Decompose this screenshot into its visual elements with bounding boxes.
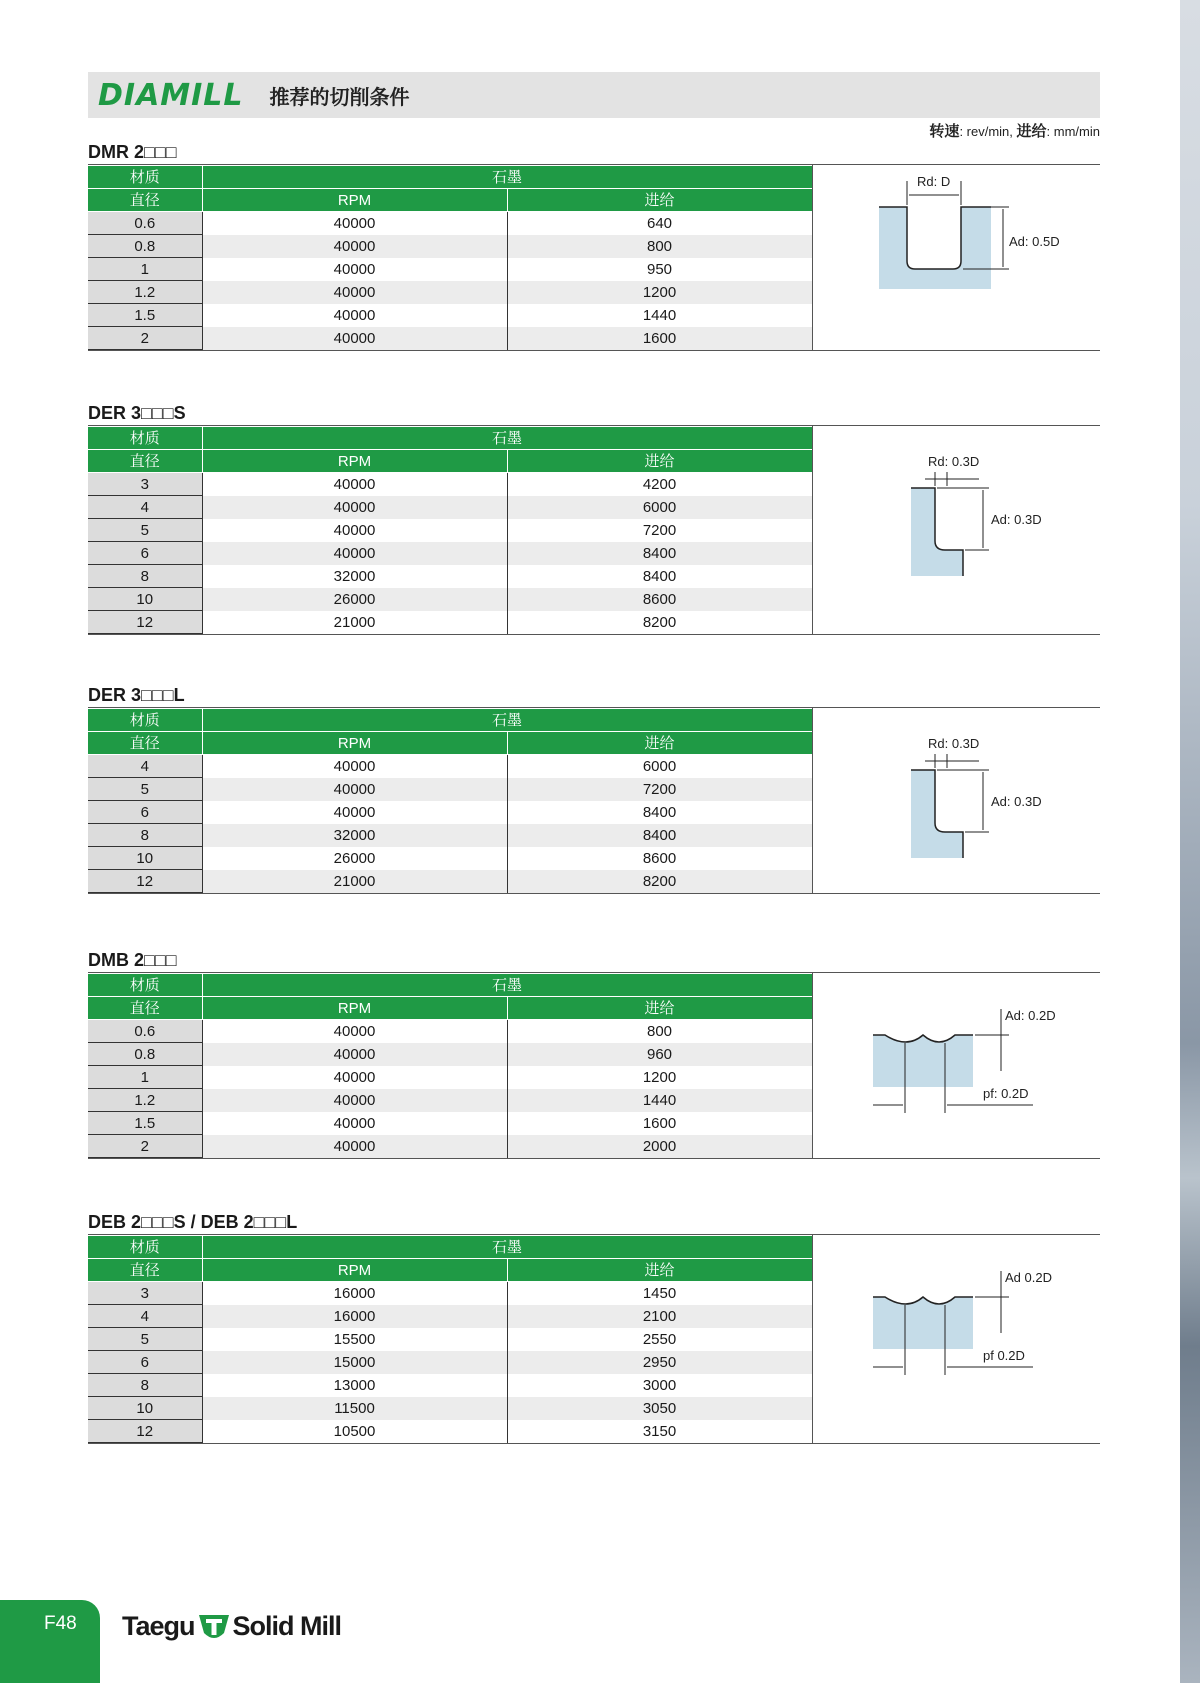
cutting-conditions-section [88, 948, 1100, 1159]
table-row [88, 778, 812, 801]
rpm-cell: 40000 [202, 1066, 507, 1089]
conditions-table [88, 973, 813, 1158]
conditions-table [88, 165, 813, 350]
diameter-cell: 0.6 [88, 212, 202, 235]
table-row [88, 496, 812, 519]
header-material-value: 石墨 [202, 1236, 812, 1259]
header-rpm: RPM [202, 1259, 507, 1282]
rpm-cell: 16000 [202, 1282, 507, 1305]
diameter-cell: 1.2 [88, 281, 202, 304]
cutting-diagram-graphic [813, 426, 1101, 624]
feed-cell: 8400 [507, 824, 812, 847]
rpm-cell: 40000 [202, 778, 507, 801]
diameter-cell: 12 [88, 611, 202, 634]
section-title: DMB 2□□□ [88, 950, 177, 970]
feed-cell: 800 [507, 235, 812, 258]
table-row [88, 281, 812, 304]
rpm-cell: 40000 [202, 519, 507, 542]
diagram-label: Ad: 0.2D [1005, 1008, 1056, 1023]
diameter-cell: 6 [88, 1351, 202, 1374]
header-rpm: RPM [202, 450, 507, 473]
rpm-cell: 40000 [202, 496, 507, 519]
header-diameter: 直径 [88, 997, 202, 1020]
diagram-label: Ad: 0.3D [991, 512, 1042, 527]
speed-label: 转速 [929, 123, 960, 140]
conditions-table [88, 708, 813, 893]
feed-label: 进给 [1016, 123, 1047, 140]
diamill-logo: DIAMILL [98, 77, 244, 113]
diameter-cell: 3 [88, 1282, 202, 1305]
taegu-solid-mill-logo [122, 1606, 341, 1646]
diameter-cell: 10 [88, 1397, 202, 1420]
diameter-cell: 6 [88, 542, 202, 565]
rpm-cell: 40000 [202, 258, 507, 281]
header-material-value: 石墨 [202, 974, 812, 997]
rpm-cell: 40000 [202, 304, 507, 327]
cutting-diagram [812, 1235, 1100, 1443]
workpiece-shape [873, 1297, 973, 1349]
rpm-cell: 40000 [202, 1043, 507, 1066]
workpiece-shape [911, 770, 963, 858]
rpm-cell: 40000 [202, 1135, 507, 1158]
rpm-cell: 32000 [202, 824, 507, 847]
section-body [88, 425, 1100, 635]
table-row [88, 755, 812, 778]
header-diameter: 直径 [88, 1259, 202, 1282]
feed-cell: 6000 [507, 496, 812, 519]
table-row [88, 1135, 812, 1158]
workpiece-shape [873, 1035, 973, 1087]
header-diameter: 直径 [88, 189, 202, 212]
rpm-cell: 40000 [202, 1020, 507, 1043]
section-title: DEB 2□□□S / DEB 2□□□L [88, 1212, 298, 1232]
header-material: 材质 [88, 166, 202, 189]
cutting-diagram [812, 165, 1100, 350]
table-row [88, 327, 812, 350]
feed-cell: 950 [507, 258, 812, 281]
diagram-label: Ad: 0.5D [1009, 234, 1060, 249]
section-body [88, 164, 1100, 351]
diameter-cell: 5 [88, 1328, 202, 1351]
cutting-diagram [812, 973, 1100, 1158]
diameter-cell: 12 [88, 870, 202, 893]
table-row [88, 1089, 812, 1112]
diameter-cell: 0.8 [88, 235, 202, 258]
diameter-cell: 1 [88, 1066, 202, 1089]
table-row [88, 304, 812, 327]
table-row [88, 870, 812, 893]
conditions-table [88, 1235, 813, 1443]
header-feed: 进给 [507, 1259, 812, 1282]
header-diameter: 直径 [88, 450, 202, 473]
table-row [88, 1043, 812, 1066]
diagram-label: Rd: D [917, 174, 951, 189]
table-row [88, 473, 812, 496]
feed-cell: 960 [507, 1043, 812, 1066]
feed-cell: 8400 [507, 565, 812, 588]
feed-cell: 8200 [507, 611, 812, 634]
section-body [88, 707, 1100, 894]
diameter-cell: 6 [88, 801, 202, 824]
feed-cell: 8400 [507, 801, 812, 824]
feed-cell: 1200 [507, 1066, 812, 1089]
cutting-conditions-section [88, 140, 1100, 351]
workpiece-shape [879, 207, 991, 289]
table-row [88, 847, 812, 870]
feed-cell: 640 [507, 212, 812, 235]
rpm-cell: 40000 [202, 1112, 507, 1135]
table-row [88, 565, 812, 588]
section-title: DMR 2□□□ [88, 142, 177, 162]
diameter-cell: 1.5 [88, 304, 202, 327]
rpm-cell: 40000 [202, 235, 507, 258]
table-row [88, 1420, 812, 1443]
units-note [929, 120, 1100, 141]
feed-cell: 7200 [507, 519, 812, 542]
rpm-cell: 40000 [202, 281, 507, 304]
header-feed: 进给 [507, 189, 812, 212]
table-row [88, 1374, 812, 1397]
cutting-diagram-graphic [813, 165, 1101, 341]
table-row [88, 1066, 812, 1089]
diameter-cell: 10 [88, 588, 202, 611]
header-material-value: 石墨 [202, 166, 812, 189]
table-row [88, 801, 812, 824]
diameter-cell: 0.8 [88, 1043, 202, 1066]
table-row [88, 1282, 812, 1305]
cutting-conditions-section [88, 1210, 1100, 1444]
workpiece-shape [911, 488, 963, 576]
section-title: DER 3□□□S [88, 403, 186, 423]
diameter-cell: 8 [88, 565, 202, 588]
feed-cell: 2000 [507, 1135, 812, 1158]
rpm-cell: 40000 [202, 755, 507, 778]
diameter-cell: 12 [88, 1420, 202, 1443]
feed-unit: : mm/min [1046, 124, 1100, 139]
diameter-cell: 4 [88, 1305, 202, 1328]
feed-cell: 3150 [507, 1420, 812, 1443]
cutting-diagram-graphic [813, 973, 1101, 1149]
rpm-cell: 40000 [202, 473, 507, 496]
rpm-cell: 15000 [202, 1351, 507, 1374]
table-row [88, 1305, 812, 1328]
page-title: 推荐的切削条件 [269, 86, 410, 109]
feed-cell: 8600 [507, 588, 812, 611]
feed-cell: 4200 [507, 473, 812, 496]
diagram-label: Ad 0.2D [1005, 1270, 1052, 1285]
diameter-cell: 4 [88, 755, 202, 778]
diameter-cell: 2 [88, 1135, 202, 1158]
header-material-value: 石墨 [202, 709, 812, 732]
cutting-conditions-section [88, 683, 1100, 894]
section-title: DER 3□□□L [88, 685, 185, 705]
diameter-cell: 1.2 [88, 1089, 202, 1112]
diameter-cell: 1.5 [88, 1112, 202, 1135]
table-row [88, 611, 812, 634]
diameter-cell: 3 [88, 473, 202, 496]
table-row [88, 1328, 812, 1351]
rpm-cell: 21000 [202, 611, 507, 634]
conditions-table [88, 426, 813, 634]
speed-unit: : rev/min, [959, 124, 1013, 139]
header-feed: 进给 [507, 450, 812, 473]
cutting-diagram [812, 708, 1100, 893]
diameter-cell: 1 [88, 258, 202, 281]
header-material-value: 石墨 [202, 427, 812, 450]
diameter-cell: 8 [88, 824, 202, 847]
table-row [88, 824, 812, 847]
feed-cell: 8400 [507, 542, 812, 565]
header-bar [88, 72, 1100, 118]
header-rpm: RPM [202, 732, 507, 755]
rpm-cell: 26000 [202, 588, 507, 611]
feed-cell: 1600 [507, 1112, 812, 1135]
feed-cell: 1440 [507, 304, 812, 327]
header-rpm: RPM [202, 189, 507, 212]
diagram-label: Ad: 0.3D [991, 794, 1042, 809]
rpm-cell: 26000 [202, 847, 507, 870]
feed-cell: 3050 [507, 1397, 812, 1420]
rpm-cell: 40000 [202, 327, 507, 350]
table-row [88, 588, 812, 611]
rpm-cell: 40000 [202, 801, 507, 824]
rpm-cell: 32000 [202, 565, 507, 588]
header-diameter: 直径 [88, 732, 202, 755]
rpm-cell: 40000 [202, 542, 507, 565]
table-row [88, 1351, 812, 1374]
feed-cell: 7200 [507, 778, 812, 801]
diameter-cell: 2 [88, 327, 202, 350]
table-row [88, 519, 812, 542]
feed-cell: 8200 [507, 870, 812, 893]
table-row [88, 1397, 812, 1420]
table-row [88, 542, 812, 565]
table-row [88, 1112, 812, 1135]
cutting-diagram [812, 426, 1100, 634]
table-row [88, 212, 812, 235]
diameter-cell: 5 [88, 519, 202, 542]
logo-text-right: Solid Mill [232, 1610, 342, 1641]
header-material: 材质 [88, 427, 202, 450]
feed-cell: 3000 [507, 1374, 812, 1397]
diagram-label: Rd: 0.3D [928, 454, 980, 469]
diagram-label: pf 0.2D [983, 1348, 1025, 1363]
feed-cell: 1600 [507, 327, 812, 350]
cutting-diagram-graphic [813, 708, 1101, 884]
feed-cell: 1200 [507, 281, 812, 304]
diameter-cell: 5 [88, 778, 202, 801]
header-material: 材质 [88, 1236, 202, 1259]
rpm-cell: 21000 [202, 870, 507, 893]
side-decoration-strip [1180, 0, 1200, 1683]
diameter-cell: 10 [88, 847, 202, 870]
header-feed: 进给 [507, 732, 812, 755]
feed-cell: 2550 [507, 1328, 812, 1351]
rpm-cell: 15500 [202, 1328, 507, 1351]
table-row [88, 1020, 812, 1043]
diameter-cell: 0.6 [88, 1020, 202, 1043]
feed-cell: 800 [507, 1020, 812, 1043]
diagram-label: pf: 0.2D [983, 1086, 1029, 1101]
rpm-cell: 40000 [202, 212, 507, 235]
diameter-cell: 4 [88, 496, 202, 519]
feed-cell: 1450 [507, 1282, 812, 1305]
logo-text-left: Taegu [122, 1610, 195, 1641]
section-body [88, 972, 1100, 1159]
rpm-cell: 40000 [202, 1089, 507, 1112]
diameter-cell: 8 [88, 1374, 202, 1397]
cutting-conditions-section [88, 401, 1100, 635]
feed-cell: 8600 [507, 847, 812, 870]
header-material: 材质 [88, 709, 202, 732]
feed-cell: 2950 [507, 1351, 812, 1374]
taegu-t-icon [197, 1609, 231, 1643]
header-feed: 进给 [507, 997, 812, 1020]
table-row [88, 258, 812, 281]
rpm-cell: 16000 [202, 1305, 507, 1328]
page-number: F48 [44, 1613, 77, 1634]
rpm-cell: 13000 [202, 1374, 507, 1397]
cutting-diagram-graphic [813, 1235, 1101, 1433]
header-material: 材质 [88, 974, 202, 997]
header-rpm: RPM [202, 997, 507, 1020]
feed-cell: 6000 [507, 755, 812, 778]
diagram-label: Rd: 0.3D [928, 736, 980, 751]
table-row [88, 235, 812, 258]
section-body [88, 1234, 1100, 1444]
rpm-cell: 11500 [202, 1397, 507, 1420]
rpm-cell: 10500 [202, 1420, 507, 1443]
feed-cell: 2100 [507, 1305, 812, 1328]
feed-cell: 1440 [507, 1089, 812, 1112]
